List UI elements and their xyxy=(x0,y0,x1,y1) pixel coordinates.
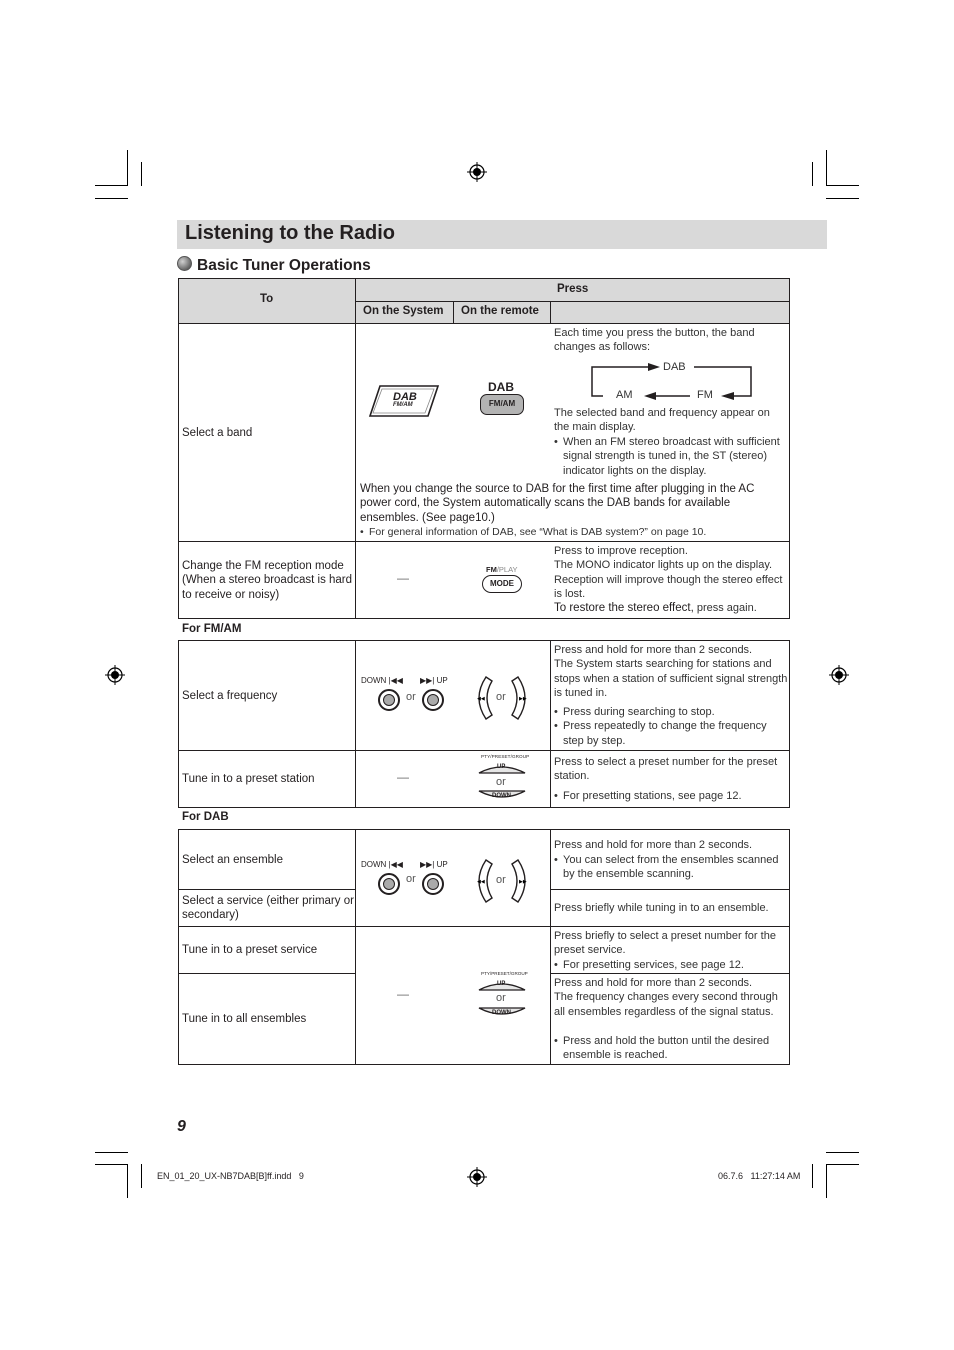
down-knob-button[interactable] xyxy=(378,689,400,711)
section-heading xyxy=(177,256,371,275)
preset-up-label: UP xyxy=(497,764,506,770)
or-text: or xyxy=(406,873,416,885)
svg-text:▶▶: ▶▶ xyxy=(519,696,527,702)
row-label-select-frequency: Select a frequency xyxy=(182,690,278,702)
up-label-text: UP xyxy=(436,676,448,685)
section-title-dab: For DAB xyxy=(182,811,229,823)
crop-mark xyxy=(127,1164,128,1198)
dab-button-sublabel: FM/AM xyxy=(393,402,413,408)
next-track-icon: ▶▶| xyxy=(420,676,435,685)
preset-station-bullet: • For presetting stations, see page 12. xyxy=(554,789,786,803)
ensemble-bullet: • You can select from the ensembles scanned by the ensemble scanning. xyxy=(554,853,786,882)
pty-preset-label: PTY/PRESET/GROUP xyxy=(481,754,530,759)
or-text-remote: or xyxy=(496,691,506,703)
registration-mark-icon xyxy=(829,665,849,685)
svg-text:▶▶: ▶▶ xyxy=(519,879,527,885)
band-note-bullet: • For general information of DAB, see “What is DAB system?” on page 10. xyxy=(360,525,785,539)
up-label xyxy=(420,676,448,685)
prev-track-icon: |◀◀ xyxy=(388,860,403,869)
svg-text:◀◀: ◀◀ xyxy=(477,696,485,702)
crop-mark xyxy=(826,198,859,199)
crop-mark xyxy=(95,1152,128,1153)
footer-timestamp: 06.7.6 11:27:14 AM xyxy=(718,1171,801,1181)
band-note: When you change the source to DAB for the first time after plugging in the AC power cord, the System automatically scans the DAB bands for available ensembles. (See page10.) xyxy=(360,483,755,524)
pty-preset-label: PTY/PRESET/GROUP xyxy=(481,971,528,976)
band-fm: FM xyxy=(697,389,713,401)
prev-track-icon: |◀◀ xyxy=(388,676,403,685)
down-label xyxy=(361,676,403,685)
ensemble-desc: Press and hold for more than 2 seconds. xyxy=(554,839,753,851)
remote-fmam-label: FM/AM xyxy=(488,399,516,408)
crop-mark xyxy=(826,1164,859,1165)
freq-desc: Press and hold for more than 2 seconds. The System starts searching for stations and stops when a station of sufficient signal strength is tuned in. xyxy=(554,644,788,699)
mode-button-label: MODE xyxy=(490,579,514,588)
down-knob-button[interactable] xyxy=(378,873,400,895)
mode-button[interactable] xyxy=(482,575,522,593)
preset-service-desc: Press briefly to select a preset number for the preset service. xyxy=(554,930,776,957)
remote-dab-label: DAB xyxy=(488,380,514,394)
footer-file-name: EN_01_20_UX-NB7DAB[B]ff.indd 9 xyxy=(157,1171,304,1181)
restore-bold: To restore the stereo effect, xyxy=(554,602,694,614)
crop-mark xyxy=(826,1152,859,1153)
all-ensembles-desc: Press and hold for more than 2 seconds. The frequency changes every second through all ensembles regardless of the signal status. xyxy=(554,977,778,1018)
fm-label: FM xyxy=(486,565,497,574)
dash-no-system-button: — xyxy=(397,571,409,585)
header-to: To xyxy=(260,293,274,305)
preset-down-label: DOWN xyxy=(492,793,511,799)
header-press: Press xyxy=(557,283,589,295)
restore-rest: press again. xyxy=(693,602,757,614)
row-label-preset-station: Tune in to a preset station xyxy=(182,773,315,785)
band-desc-1: Each time you press the button, the band changes as follows: xyxy=(554,327,755,354)
or-text-preset: or xyxy=(496,776,506,788)
row-label-select-service: Select a service (either primary or secondary) xyxy=(182,895,354,922)
up-knob-button[interactable] xyxy=(422,689,444,711)
up-label xyxy=(420,860,448,869)
crop-mark xyxy=(826,150,827,186)
crop-mark xyxy=(95,185,128,186)
band-dab: DAB xyxy=(663,361,686,373)
header-on-remote: On the remote xyxy=(461,305,539,317)
dash-no-system-button: — xyxy=(397,987,409,1001)
dash-no-system-button: — xyxy=(397,770,409,784)
header-on-system: On the System xyxy=(363,305,444,317)
dab-button-label: DAB xyxy=(393,391,417,403)
svg-text:◀◀: ◀◀ xyxy=(477,879,485,885)
crop-mark xyxy=(812,1164,813,1188)
up-label-text: UP xyxy=(436,860,448,869)
row-label-preset-service: Tune in to a preset service xyxy=(182,944,318,956)
down-label-text: DOWN xyxy=(361,676,387,685)
preset-up-label: UP xyxy=(497,981,506,987)
row-label-select-ensemble: Select an ensemble xyxy=(182,854,284,866)
crop-mark xyxy=(95,1164,128,1165)
crop-mark xyxy=(826,1164,827,1198)
or-text-remote: or xyxy=(496,874,506,886)
fm-mode-restore xyxy=(554,601,788,615)
freq-bullets xyxy=(554,705,786,748)
row-label-select-band: Select a band xyxy=(182,427,253,439)
crop-mark xyxy=(95,198,128,199)
down-label xyxy=(361,860,403,869)
band-bullet-1: • When an FM stereo broadcast with sufficient signal strength is tuned in, the ST (stereo) indicator lights on the display. xyxy=(554,435,786,478)
preset-service-bullet: • For presetting services, see page 12. xyxy=(554,958,786,972)
all-ensembles-bullet: • Press and hold the button until the desired ensemble is reached. xyxy=(554,1034,786,1063)
up-knob-button[interactable] xyxy=(422,873,444,895)
row-label-fm-mode: Change the FM reception mode (When a stereo broadcast is hard to receive or noisy) xyxy=(182,560,353,601)
registration-mark-icon xyxy=(467,1167,487,1187)
bullet-dot-icon xyxy=(177,256,192,271)
preset-down-label: DOWN xyxy=(492,1010,511,1016)
section-heading-text: Basic Tuner Operations xyxy=(197,257,371,274)
remote-fmam-button[interactable] xyxy=(480,394,524,415)
play-label: /PLAY xyxy=(496,565,518,574)
page-number: 9 xyxy=(177,1118,186,1135)
crop-mark xyxy=(826,185,859,186)
fm-mode-desc: Press to improve reception. The MONO indicator lights up on the display. Reception will improve though the stereo effect is lost. xyxy=(554,545,783,600)
crop-mark xyxy=(127,150,128,186)
next-track-icon: ▶▶| xyxy=(420,860,435,869)
band-desc-2: The selected band and frequency appear on the main display. xyxy=(554,407,770,434)
freq-bullet-1: • Press during searching to stop. xyxy=(554,705,786,719)
registration-mark-icon xyxy=(105,665,125,685)
page-title: Listening to the Radio xyxy=(185,222,395,244)
service-desc: Press briefly while tuning in to an ensemble. xyxy=(554,902,769,914)
row-label-all-ensembles: Tune in to all ensembles xyxy=(182,1013,307,1025)
fm-play-label xyxy=(486,565,518,574)
down-label-text: DOWN xyxy=(361,860,387,869)
freq-bullet-2: • Press repeatedly to change the frequency step by step. xyxy=(554,719,786,748)
title-banner xyxy=(177,220,827,249)
crop-mark xyxy=(812,162,813,186)
section-title-fmam: For FM/AM xyxy=(182,623,242,635)
crop-mark xyxy=(141,1164,142,1188)
registration-mark-icon xyxy=(467,162,487,182)
or-text-preset: or xyxy=(496,992,506,1004)
band-am: AM xyxy=(616,389,633,401)
or-text: or xyxy=(406,691,416,703)
crop-mark xyxy=(141,162,142,186)
preset-station-desc: Press to select a preset number for the preset station. xyxy=(554,756,778,783)
